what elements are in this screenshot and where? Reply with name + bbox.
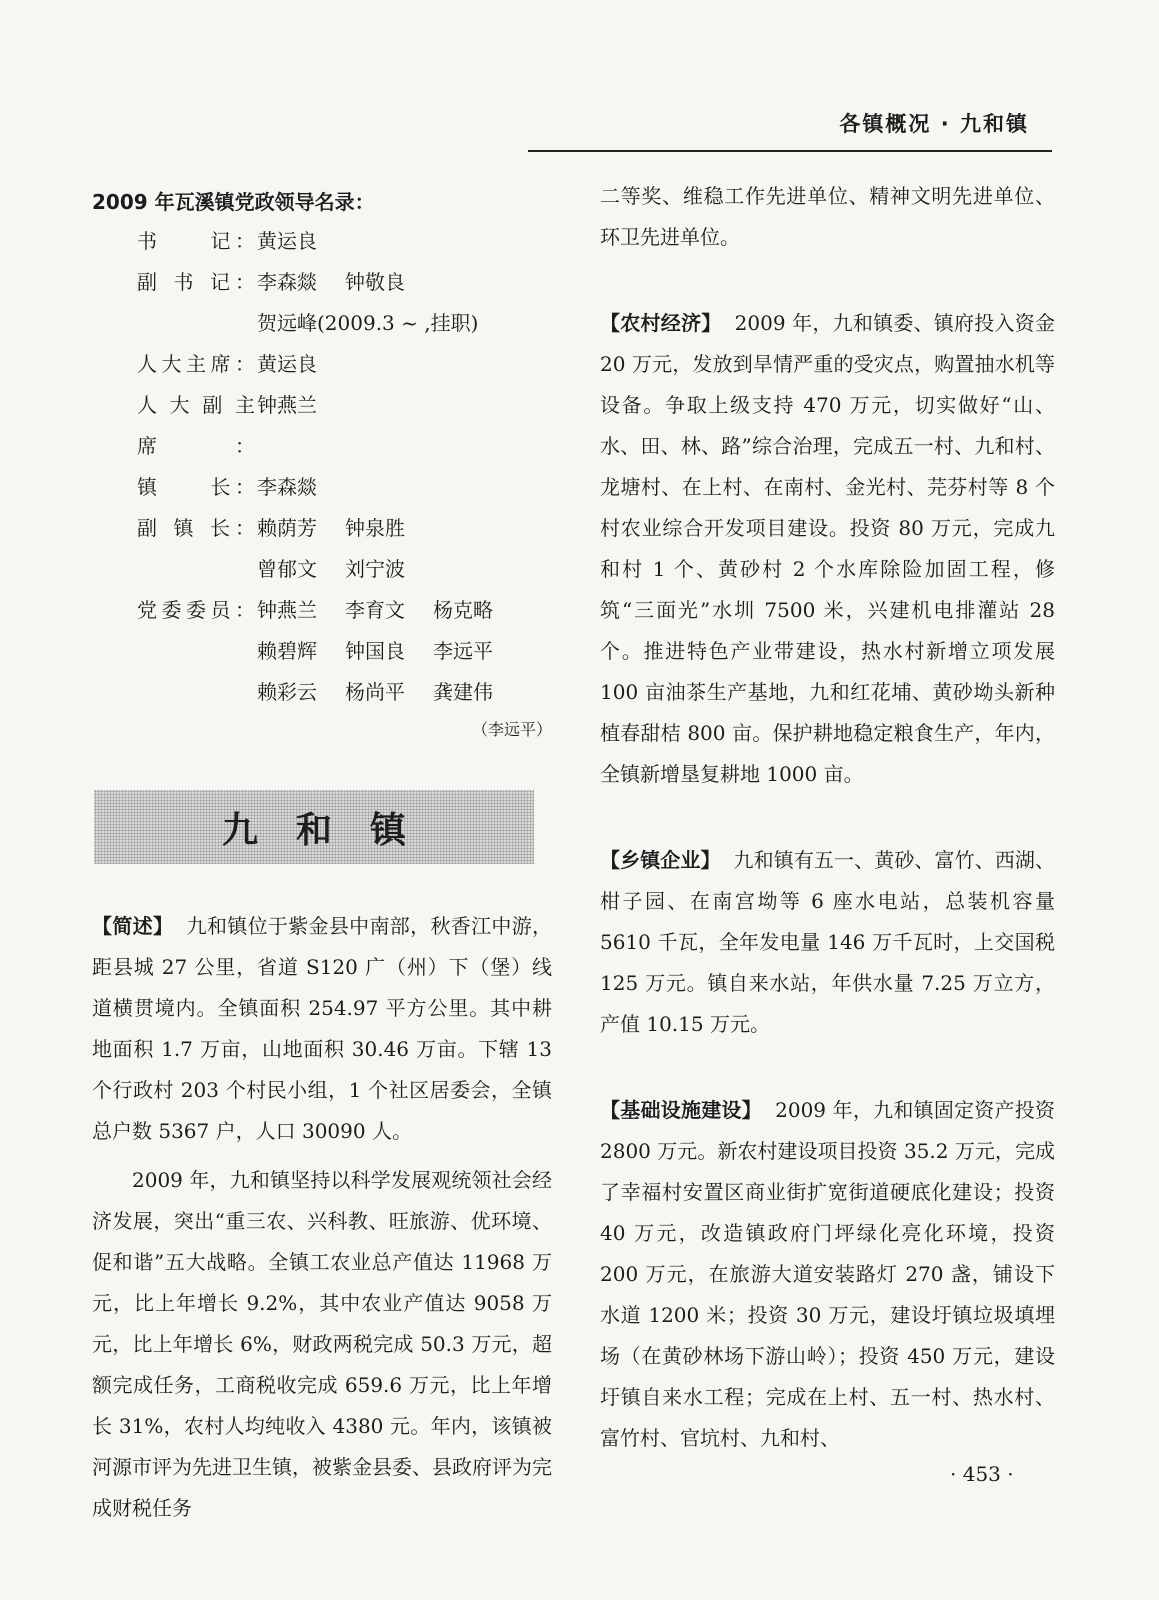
agri-text: 2009 年，九和镇委、镇府投入资金 20 万元，发放到旱情严重的受灾点，购置抽水机等设备。争取上级支持 470 万元，切实做好“山、水、田、林、路”综合治理，完成五一村、九和村、龙塘村、在上村、在南村、金光村、芫芬村等 8 个村农业综合开发项目建设。投资 80 万元，完成九和村 1 个、黄砂村 2 个水库除险加固工程，修筑“三面光”水圳 7500 米，兴建机电排灌站 28 个。推进特色产业带建设，热水村新增立项发展 100 亩油茶生产基地，九和红花埔、黄砂坳头新种植春甜桔 800 亩。保护耕地稳定粮食生产，年内，全镇新增垦复耕地 1000 亩。 [600, 311, 1056, 786]
roster-name: 杨尚平 [345, 680, 405, 704]
enterprise-text: 九和镇有五一、黄砂、富竹、西湖、柑子园、在南宫坳等 6 座水电站，总装机容量 5610 千瓦，全年发电量 146 万千瓦时，上交国税 125 万元。镇自来水站，年供水量 7.25 万立方，产值 10.15 万元。 [600, 848, 1056, 1036]
author-credit: （李远平） [471, 720, 552, 739]
roster-row [92, 631, 552, 672]
roster-row [92, 672, 552, 713]
roster-role [92, 303, 255, 344]
infra-text: 2009 年，九和镇固定资产投资 2800 万元。新农村建设项目投资 35.2 万元，完成了幸福村安置区商业街扩宽街道硬底化建设；投资 40 万元，改造镇政府门坪绿化亮化环境，投资 200 万元，在旅游大道安装路灯 270 盏，铺设下水道 1200 米；投资 30 万元，建设圩镇垃圾填埋场（在黄砂林场下游山岭）；投资 450 万元，建设圩镇自来水工程；完成在上村、五一村、热水村、富竹村、官坑村、九和村、 [600, 1098, 1056, 1450]
roster-name: 李育文 [345, 598, 405, 622]
roster-names [255, 262, 552, 303]
roster-role: 书 记： [137, 229, 255, 253]
roster-row [92, 221, 552, 262]
roster-role: 镇 长： [137, 475, 255, 499]
infra-paragraph [600, 1090, 1055, 1459]
running-header: 各镇概况 · 九和镇 [839, 112, 1029, 136]
roster-names [255, 385, 552, 467]
roster-names [255, 672, 552, 713]
roster-row [92, 262, 552, 303]
roster-names [255, 467, 552, 508]
continuation-paragraph: 二等奖、维稳工作先进单位、精神文明先进单位、环卫先进单位。 [600, 184, 1055, 249]
roster-name: 黄运良 [257, 229, 317, 253]
roster-title: 2009 年瓦溪镇党政领导名录： [92, 190, 375, 214]
roster-name: 赖荫芳 [257, 516, 317, 540]
roster-role: 党委委员： [137, 598, 255, 622]
leadership-roster [92, 221, 552, 713]
roster-names [255, 303, 552, 344]
roster-name: 赖碧辉 [257, 639, 317, 663]
roster-name: 李森燚 [257, 475, 317, 499]
roster-names [255, 508, 552, 549]
roster-row [92, 385, 552, 467]
roster-row [92, 590, 552, 631]
roster-name: 钟燕兰 [257, 598, 317, 622]
left-column [92, 176, 552, 1529]
roster-role: 人大主席： [137, 352, 255, 376]
intro-paragraph [92, 906, 552, 1152]
overview-paragraph: 2009 年，九和镇坚持以科学发展观统领社会经济发展，突出“重三农、兴科教、旺旅游、优环境、促和谐”五大战略。全镇工农业总产值达 11968 万元，比上年增长 9.2%，其中农业产值达 9058 万元，比上年增长 6%，财政两税完成 50.3 万元，超额完成任务，工商税收完成 659.6 万元，比上年增长 31%，农村人均纯收入 4380 元。年内，该镇被河源市评为先进卫生镇，被紫金县委、县政府评为完成财税任务 [92, 1168, 552, 1520]
roster-row [92, 344, 552, 385]
roster-role [92, 672, 255, 713]
roster-row [92, 508, 552, 549]
roster-names [255, 221, 552, 262]
roster-name: 李远平 [433, 639, 493, 663]
roster-names [255, 631, 552, 672]
enterprise-paragraph [600, 840, 1055, 1045]
roster-role: 副 镇 长： [137, 516, 255, 540]
right-column [600, 176, 1055, 1459]
roster-role [92, 549, 255, 590]
section-title-banner [94, 790, 534, 864]
agri-heading: 【农村经济】 [600, 311, 722, 335]
roster-name: 钟敬良 [345, 270, 405, 294]
roster-role [92, 631, 255, 672]
roster-name: 贺远峰(2009.3 ~ ,挂职) [257, 311, 479, 335]
roster-name: 钟国良 [345, 639, 405, 663]
roster-row [92, 549, 552, 590]
infra-heading: 【基础设施建设】 [600, 1098, 762, 1122]
intro-heading: 【简述】 [92, 914, 174, 938]
roster-row [92, 467, 552, 508]
roster-name: 曾郁文 [257, 557, 317, 581]
section-title: 九和镇 [221, 809, 444, 851]
roster-row [92, 303, 552, 344]
roster-role: 副 书 记： [137, 270, 255, 294]
header-rule [528, 150, 1052, 152]
roster-name: 赖彩云 [257, 680, 317, 704]
roster-name: 刘宁波 [345, 557, 405, 581]
roster-name: 龚建伟 [433, 680, 493, 704]
roster-names [255, 344, 552, 385]
roster-name: 黄运良 [257, 352, 317, 376]
roster-name: 钟泉胜 [345, 516, 405, 540]
roster-role: 人大副主席： [137, 393, 255, 458]
roster-names [255, 590, 552, 631]
enterprise-heading: 【乡镇企业】 [600, 848, 721, 872]
roster-name: 钟燕兰 [257, 393, 317, 417]
roster-name: 李森燚 [257, 270, 317, 294]
intro-text: 九和镇位于紫金县中南部，秋香江中游，距县城 27 公里，省道 S120 广（州）下（堡）线道横贯境内。全镇面积 254.97 平方公里。其中耕地面积 1.7 万亩，山地面积 30.46 万亩。下辖 13 个行政村 203 个村民小组，1 个社区居委会，全镇总户数 5367 户，人口 30090 人。 [92, 914, 553, 1143]
agri-paragraph [600, 303, 1055, 795]
roster-names [255, 549, 552, 590]
roster-name: 杨克略 [433, 598, 493, 622]
page-number: · 453 · [950, 1462, 1014, 1486]
